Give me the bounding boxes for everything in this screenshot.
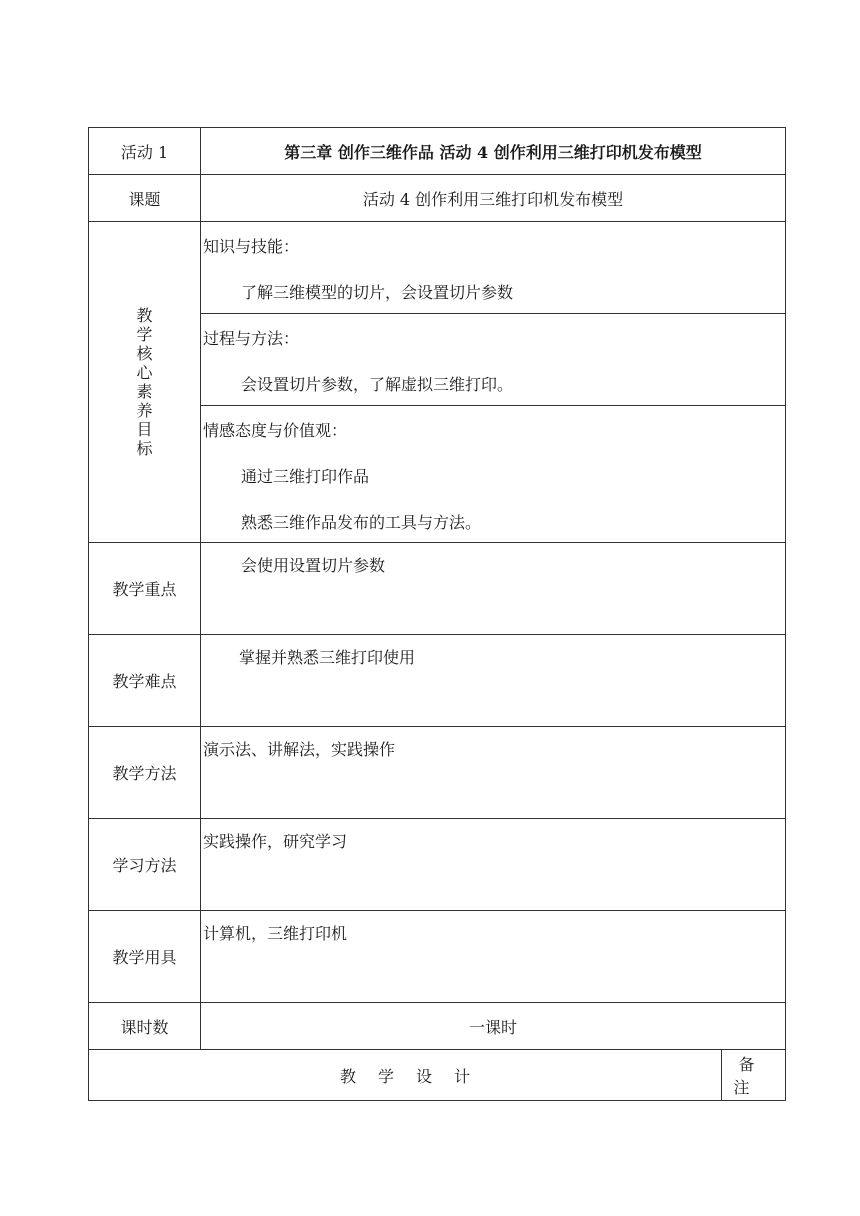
learning-method-cell xyxy=(201,819,786,911)
activity-label: 活动 1 xyxy=(89,128,201,175)
tools-cell xyxy=(201,911,786,1003)
process-text: 会设置切片参数，了解虚拟三维打印。 xyxy=(241,375,514,394)
emotion-title: 情感态度与价值观： xyxy=(203,421,348,440)
emotion-text-1: 通过三维打印作品 xyxy=(241,467,370,486)
knowledge-cell xyxy=(201,222,786,314)
key-points-value: 会使用设置切片参数 xyxy=(241,556,386,575)
teaching-method-value: 演示法、讲解法，实践操作 xyxy=(203,740,396,759)
topic-label: 课题 xyxy=(89,175,201,222)
learning-method-value: 实践操作，研究学习 xyxy=(203,832,348,851)
learning-method-row xyxy=(89,819,786,911)
chapter-title: 第三章 创作三维作品 活动 4 创作利用三维打印机发布模型 xyxy=(201,128,786,175)
key-points-row xyxy=(89,543,786,635)
knowledge-title: 知识与技能： xyxy=(203,237,300,256)
design-cell xyxy=(89,1050,722,1101)
key-points-cell xyxy=(201,543,786,635)
key-points-label: 教学重点 xyxy=(89,543,201,635)
difficulties-cell xyxy=(201,635,786,727)
emotion-text-2: 熟悉三维作品发布的工具与方法。 xyxy=(241,513,482,532)
teaching-method-label: 教学方法 xyxy=(89,727,201,819)
remark-cell xyxy=(722,1050,786,1101)
teaching-method-row xyxy=(89,727,786,819)
process-cell xyxy=(201,314,786,406)
design-label: 教学设计 xyxy=(339,1066,492,1086)
learning-method-label: 学习方法 xyxy=(89,819,201,911)
difficulties-value: 掌握并熟悉三维打印使用 xyxy=(239,648,416,667)
hours-row xyxy=(89,1003,786,1050)
difficulties-row xyxy=(89,635,786,727)
design-row xyxy=(89,1050,786,1101)
tools-label: 教学用具 xyxy=(89,911,201,1003)
hours-value: 一课时 xyxy=(201,1003,786,1050)
tools-value: 计算机，三维打印机 xyxy=(203,924,348,943)
topic-value: 活动 4 创作利用三维打印机发布模型 xyxy=(201,175,786,222)
emotion-cell xyxy=(201,406,786,543)
teaching-method-cell xyxy=(201,727,786,819)
remark-label: 备注 xyxy=(733,1055,779,1097)
header-row xyxy=(89,128,786,175)
lesson-plan-table xyxy=(88,127,786,1101)
goals-row-knowledge xyxy=(89,222,786,314)
hours-label: 课时数 xyxy=(89,1003,201,1050)
topic-row xyxy=(89,175,786,222)
knowledge-text: 了解三维模型的切片，会设置切片参数 xyxy=(241,283,514,302)
difficulties-label: 教学难点 xyxy=(89,635,201,727)
goals-label-cell xyxy=(89,222,201,543)
tools-row xyxy=(89,911,786,1003)
process-title: 过程与方法： xyxy=(203,329,300,348)
goals-label: 教学核心素养目标 xyxy=(136,306,153,458)
